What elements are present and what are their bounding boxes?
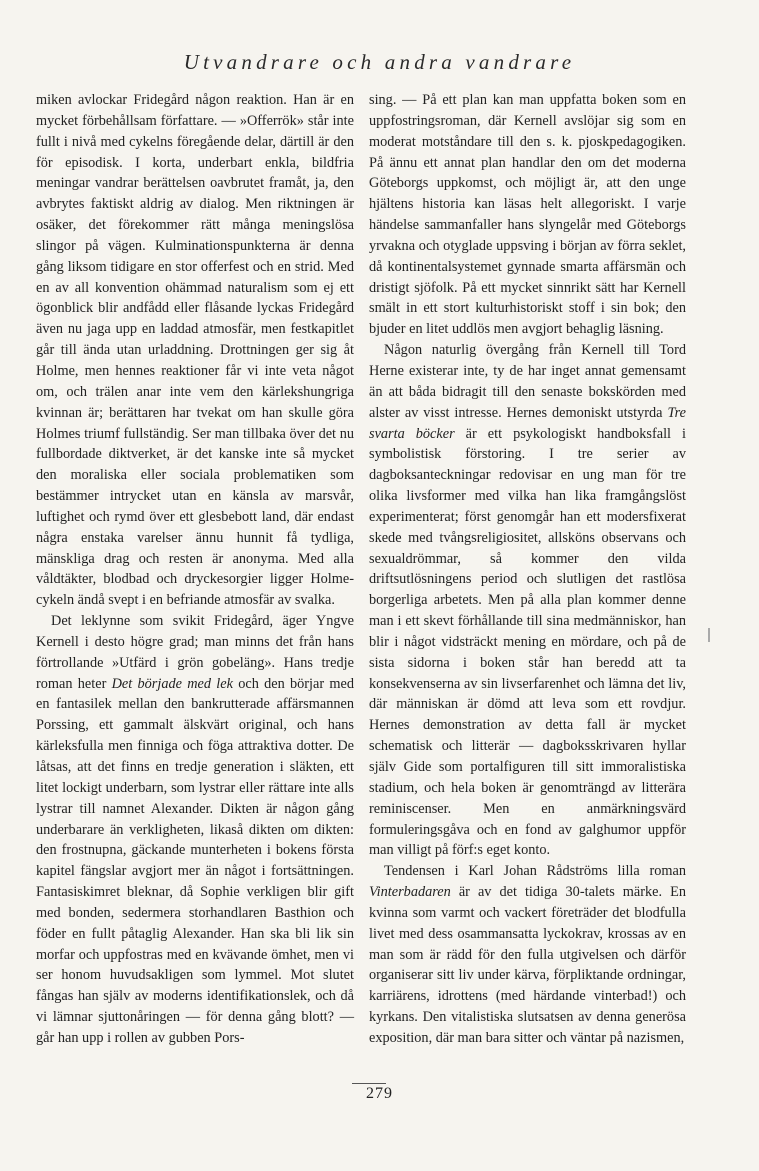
text-run: är ett psykologiskt handboksfall i symbolistisk förstoring. I tre serier av dagboksanteckningar redovisar en ung man för tre olika livsformer med vilka han lika framgångslöst experimenterat; först genomgår han ett modersfixerat skede med tvångsreligiositet, allsköns observans och sexualdrömmar, så kommer den vilda driftsutlösningens period och slutligen det rastlösa borgerliga arbetets. Men på alla plan kommer denne man i ett skevt förhållande till sina medmänniskor, han blir i något vidsträckt mening en mördare, och på de sista sidorna i boken står han beredd att ta konsekvenserna av sin livserfarenhet och lämna det liv, där människan är dömd att leva som ett rovdjur. Hernes demonstration av detta fall är mycket schematisk och litterär — dagboksskrivaren hyllar själv Gide som portalfiguren till sitt immoralistiska stadium, och hela boken är genomträngd av litterära reminiscenser. Men en anmärkningsvärd formuleringsgåva och en fond av galghumor uppför man villigt på förf:s eget konto. xyxy=(369,425,686,859)
page-number: 279 xyxy=(366,1085,393,1102)
book-title-det-borjade-med-lek: Det började med lek xyxy=(111,675,233,692)
paragraph-kernell xyxy=(36,611,354,1049)
paragraph-offerrok: miken avlockar Fridegård någon reaktion. Han är en mycket förbehållsam författare. — »Offerrök» står inte fullt i nivå med cykelns föregående delar, därtill är den för episodisk. I korta, underbart enkla, bildfria meningar vandrar berättelsen oavbrutet framåt, ja, den avbrytes faktiskt aldrig av dialog. Men riktningen är osäker, det förekommer rätt många meningslösa slingor på vägen. Kulminationspunkterna är denna gång liksom tidigare en stor offerfest och en strid. Med en av all konvention ohämmad naturalism som ej ett ögonblick blir andfådd eller flåsande lyckas Fridegård även nu jaga upp en laddad atmosfär, men festkapitlet går till ända utan urladdning. Drottningen ger sig åt Holme, men hennes reaktioner får vi inte veta något om, och trälen anar inte vem den kärlekshungriga kvinnan är; berättaren har tvekat om han skulle göra Holmes triumf fullständig. Ser man tillbaka över det nu fullbordade diktverket, är det kanske inte så mycket den moraliska eller sociala problematiken som bestämmer intrycket utan en känsla av marsvår, luftighet och rymd över ett glesbebott land, där endast några enstaka varelser ännu hunnit få tydliga, mänskliga drag och resten är anonyma. Med alla våldtäkter, blodbad och dryckesorgier ligger Holme-cykeln ändå svept i en befriande atmosfär av svalka. xyxy=(36,92,354,609)
page-number-rule xyxy=(352,1083,386,1084)
running-head: Utvandrare och andra vandrare xyxy=(183,50,576,74)
text-run: Det leklynne som svikit Fridegård, äger Yngve Kernell i desto högre grad; man minns det från hans förtrollande »Utfärd i grön gobeläng». Hans tredje roman heter xyxy=(36,613,354,692)
text-run: är av det tidiga 30-talets märke. En kvinna som varmt och vackert företräder det blodfulla livet med dess osammansatta lyckokrav, krossas av en man som är rädd för den fulla utgivelsen och därför organiserar sitt liv under kärva, förpliktande ordningar, karriärens, idrottens (med härdande vinterbad!) och kyrkans. Den vitalistiska slutsatsen av denna generösa exposition, där man bara sitter och väntar på nazismen, xyxy=(369,884,686,1046)
book-title-tre-svarta-bocker: Tre svarta böcker xyxy=(369,404,686,442)
text-run: och den börjar med en fantasilek mellan den bankrutterade affärsmannen Porssing, ett gammalt älskvärt original, och hans kärleksfulla men finniga och föga attraktiva dotter. De låtsas, att det finns en tredje generation i släkten, ett litet lockigt underbarn, som lystrar eller rättare inte alls lystrar till namnet Alexander. Dikten är någon gång underbarare än verkligheten, likaså dikten om dikten: den frostnupna, gäckande munterheten i bokens första kapitel fängslar avgjort mer än något i fortsättningen. Fantasiskimret bleknar, då Sophie verkligen blir gift med bonden, sedermera storhandlaren Basthion och föder en fullt påtaglig Alexander. Han ska bli lik sin morfar och uppfostras med en kvävande ömhet, men vi ser honom huvudsakligen som lymmel. Mot slutet fångas han själv av moderns identifikationslek, och då vi lämnar sjuttonåringen — för denna gång blott? — går han upp i rollen av gubben Pors- xyxy=(36,675,355,1046)
paragraph-herne xyxy=(369,340,686,861)
paragraph-uppfostringsroman: sing. — På ett plan kan man uppfatta boken som en uppfostringsroman, där Kernell avslöjar sig som en moderat motståndare till den s. k. pjoskpedagogiken. På ännu ett annat plan handlar den om det moderna Göteborgs uppkomst, och möjligt är, att den unge hjältens historia kan läsas helt allegoriskt. I varje händelse sammanfaller hans slyngelår med Göteborgs yrvakna och otyglade uppsving i början av förra seklet, då kontinentalsystemet gynnade smarta affärsmän och dristigt sjöfolk. På ett mycket sinnrikt sätt har Kernell smält in ett stort kulturhistoriskt stoff i sin bok; den bjuder en litet uddlös men avgjort behaglig läsning. xyxy=(369,92,686,338)
margin-mark xyxy=(708,628,710,642)
right-column xyxy=(369,90,686,1049)
book-title-vinterbadaren: Vinterbadaren xyxy=(369,884,451,901)
paragraph-radstrom xyxy=(369,861,686,1049)
left-column xyxy=(36,90,354,1049)
text-run: Tendensen i Karl Johan Rådströms lilla roman xyxy=(384,863,686,880)
text-run: Någon naturlig övergång från Kernell till Tord Herne existerar inte, ty de har inget annat gemensamt än att båda bidragit till den senaste bokskörden med alster av visst intresse. Hernes demoniskt utstyrda xyxy=(369,342,686,421)
